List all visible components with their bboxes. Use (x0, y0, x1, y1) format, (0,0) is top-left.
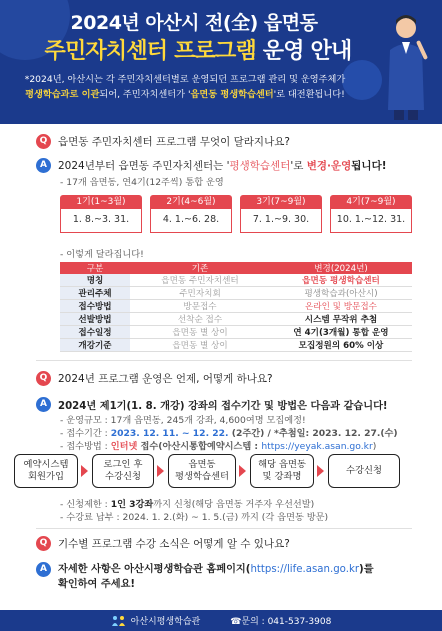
table-header-row (60, 262, 412, 274)
life-link[interactable]: https://life.asan.go.kr (250, 564, 360, 575)
contact-phone: ☎문의 : 041-537-3908 (230, 617, 332, 627)
table-cell: 평생학습과(아산시) (270, 287, 412, 300)
section-divider (36, 360, 412, 361)
notice-line-2: 평생학습과로 이관되어, 주민자치센터가 '읍면동 평생학습센터'로 대전환됩니다! (25, 89, 345, 100)
header-notice (10, 72, 360, 102)
header-banner (0, 0, 442, 124)
people-logo-icon (111, 615, 127, 627)
footer (0, 610, 442, 631)
arrow-right-icon (81, 465, 88, 477)
step-1: 예약시스템 회원가입 (14, 454, 78, 488)
table-cell: 주민자치회 (130, 287, 270, 300)
title-main: 주민자치센터 프로그램 (44, 39, 256, 64)
table-cell: 읍면동 평생학습센터 (270, 274, 412, 287)
period-range: 7. 1.~9. 30. (240, 209, 322, 233)
org-logo (111, 614, 201, 627)
step-2: 로그인 후 수강신청 (92, 454, 154, 488)
table-cell: 온라인 및 방문접수 (270, 300, 412, 313)
answer-3-line-1: 자세한 사항은 아산시평생학습관 홈페이지(https://life.asan.go.kr)를 (58, 564, 374, 575)
period-label: 1기(1~3월) (60, 195, 142, 209)
application-limit: - 신청제한 : 1인 3강좌까지 신청(해당 읍면동 거주자 우선선발) (60, 499, 315, 510)
question-1: 읍면동 주민자치센터 프로그램 무엇이 달라지나요? (58, 136, 290, 148)
title-tail: 운영 안내 (262, 39, 352, 64)
table-cell: 읍면동 주민자치센터 (130, 274, 270, 287)
change-label: - 이렇게 달라집니다! (60, 249, 144, 260)
answer-2: 2024년 제1기(1. 8. 개강) 강좌의 접수기간 및 방법은 다음과 같습니다! (58, 401, 388, 412)
period-label: 4기(7~9월) (330, 195, 412, 209)
step-3: 읍면동 평생학습센터 (168, 454, 236, 488)
fee-payment: - 수강료 납부 : 2024. 1. 2.(화) ~ 1. 5.(금) 까지 (각 읍면동 방문) (60, 512, 329, 523)
presenter-illustration (376, 10, 438, 120)
table-row (60, 326, 412, 339)
operation-scope: - 17개 읍면동, 연4기(12주씩) 통합 운영 (60, 177, 224, 188)
arrow-right-icon (317, 465, 324, 477)
step-4: 해당 읍면동 및 강좌명 (250, 454, 314, 488)
table-cell: 연 4기(3개월) 통합 운영 (270, 326, 412, 339)
answer-badge: A (36, 397, 51, 412)
table-cell: 읍면동 별 상이 (130, 326, 270, 339)
arrow-right-icon (239, 465, 246, 477)
table-cell: 개강기준 (60, 339, 130, 352)
period-card-3 (240, 195, 322, 233)
table-cell: 접수방법 (60, 300, 130, 313)
comparison-table (60, 262, 412, 352)
application-method: - 접수방법 : 인터넷 접수(아산시통합예약시스템 : https://yeyak.asan.go.kr) (60, 441, 377, 452)
table-cell: 읍면동 별 상이 (130, 339, 270, 352)
table-row (60, 274, 412, 287)
answer-3-line-2: 확인하여 주세요! (58, 579, 136, 590)
question-badge: Q (36, 536, 51, 551)
table-cell: 접수일정 (60, 326, 130, 339)
org-name: 아산시평생학습관 (130, 617, 201, 627)
table-row (60, 313, 412, 326)
table-header: 구분 (60, 262, 130, 274)
period-card-2 (150, 195, 232, 233)
title-line-2 (8, 34, 388, 65)
table-cell: 선착순 접수 (130, 313, 270, 326)
yeyak-link[interactable]: https://yeyak.asan.go.kr (261, 441, 373, 452)
table-cell: 시스템 무작위 추첨 (270, 313, 412, 326)
step-5: 수강신청 (328, 454, 400, 488)
period-range: 4. 1.~6. 28. (150, 209, 232, 233)
answer-badge: A (36, 562, 51, 577)
table-header: 기존 (130, 262, 270, 274)
table-header: 변경(2024년) (270, 262, 412, 274)
table-cell: 명칭 (60, 274, 130, 287)
answer-badge: A (36, 158, 51, 173)
title-line-1: 2024년 아산시 전(全) 읍면동 (70, 12, 318, 34)
table-row (60, 339, 412, 352)
table-row (60, 300, 412, 313)
question-2: 2024년 프로그램 운영은 언제, 어떻게 하나요? (58, 373, 273, 385)
answer-1: 2024년부터 읍면동 주민자치센터는 '평생학습센터'로 변경·운영됩니다! (58, 160, 387, 172)
section-divider (36, 528, 412, 529)
table-cell: 방문접수 (130, 300, 270, 313)
operation-scale: - 운영규모 : 17개 읍면동, 245개 강좌, 4,600여명 모집예정! (60, 415, 306, 426)
period-card-1 (60, 195, 142, 233)
table-cell: 관리주체 (60, 287, 130, 300)
question-badge: Q (36, 134, 51, 149)
table-cell: 선발방법 (60, 313, 130, 326)
period-label: 2기(4~6월) (150, 195, 232, 209)
arrow-right-icon (157, 465, 164, 477)
period-label: 3기(7~9월) (240, 195, 322, 209)
table-cell: 모집정원의 60% 이상 (270, 339, 412, 352)
notice-line-1: *2024년, 아산시는 각 주민자치센터별로 운영되던 프로그램 관리 및 운영주체가 (24, 74, 346, 85)
question-3: 기수별 프로그램 수강 소식은 어떻게 알 수 있나요? (58, 538, 290, 550)
table-row (60, 287, 412, 300)
application-period: - 접수기간 : 2023. 12. 11. ~ 12. 22. (2주간) / *추첨일: 2023. 12. 27.(수) (60, 428, 398, 439)
question-badge: Q (36, 371, 51, 386)
period-range: 1. 8.~3. 31. (60, 209, 142, 233)
period-card-4 (330, 195, 412, 233)
period-range: 10. 1.~12. 31. (330, 209, 412, 233)
